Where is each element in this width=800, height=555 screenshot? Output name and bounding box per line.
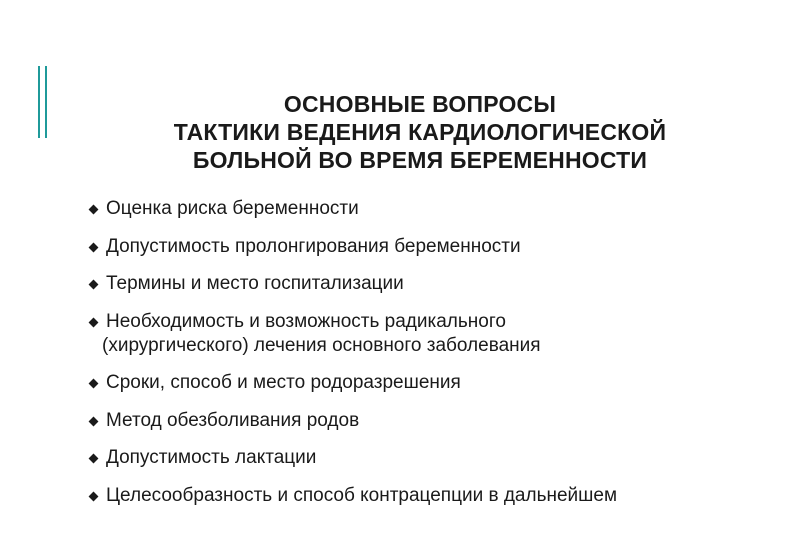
diamond-bullet-icon bbox=[89, 317, 99, 327]
title-line: ОСНОВНЫЕ ВОПРОСЫ bbox=[283, 91, 557, 117]
list-item bbox=[90, 272, 617, 296]
list-item-text: Сроки, способ и место родоразрешения bbox=[106, 372, 461, 393]
title-line: ТАКТИКИ ВЕДЕНИЯ КАРДИОЛОГИЧЕСКОЙ bbox=[173, 119, 667, 145]
diamond-bullet-icon bbox=[89, 242, 99, 252]
diamond-bullet-icon bbox=[89, 379, 99, 389]
list-item-text: Допустимость лактации bbox=[106, 447, 317, 468]
list-item-text: Оценка риска беременности bbox=[106, 198, 359, 219]
list-item bbox=[90, 235, 617, 259]
slide-title bbox=[70, 90, 770, 174]
list-item bbox=[90, 484, 617, 508]
accent-bar-right bbox=[45, 66, 47, 138]
diamond-bullet-icon bbox=[89, 454, 99, 464]
accent-bar-left bbox=[38, 66, 40, 138]
topic-list bbox=[90, 197, 617, 521]
list-item bbox=[90, 197, 617, 221]
diamond-bullet-icon bbox=[89, 205, 99, 215]
list-item-text: Необходимость и возможность радикального bbox=[106, 310, 506, 332]
list-item bbox=[90, 409, 617, 433]
list-item-text: Термины и место госпитализации bbox=[106, 273, 404, 294]
diamond-bullet-icon bbox=[89, 416, 99, 426]
diamond-bullet-icon bbox=[89, 491, 99, 501]
list-item-text: Допустимость пролонгирования беременности bbox=[106, 235, 521, 257]
list-item bbox=[90, 446, 617, 470]
list-item-text: Целесообразность и способ контрацепции в дальнейшем bbox=[106, 484, 618, 506]
list-item-text-continuation: (хирургического) лечения основного заболевания bbox=[102, 334, 541, 356]
list-item bbox=[90, 310, 617, 358]
diamond-bullet-icon bbox=[89, 280, 99, 290]
list-item-text: Метод обезболивания родов bbox=[106, 409, 360, 431]
title-line: БОЛЬНОЙ ВО ВРЕМЯ БЕРЕМЕННОСТИ bbox=[192, 147, 648, 173]
list-item bbox=[90, 371, 617, 395]
